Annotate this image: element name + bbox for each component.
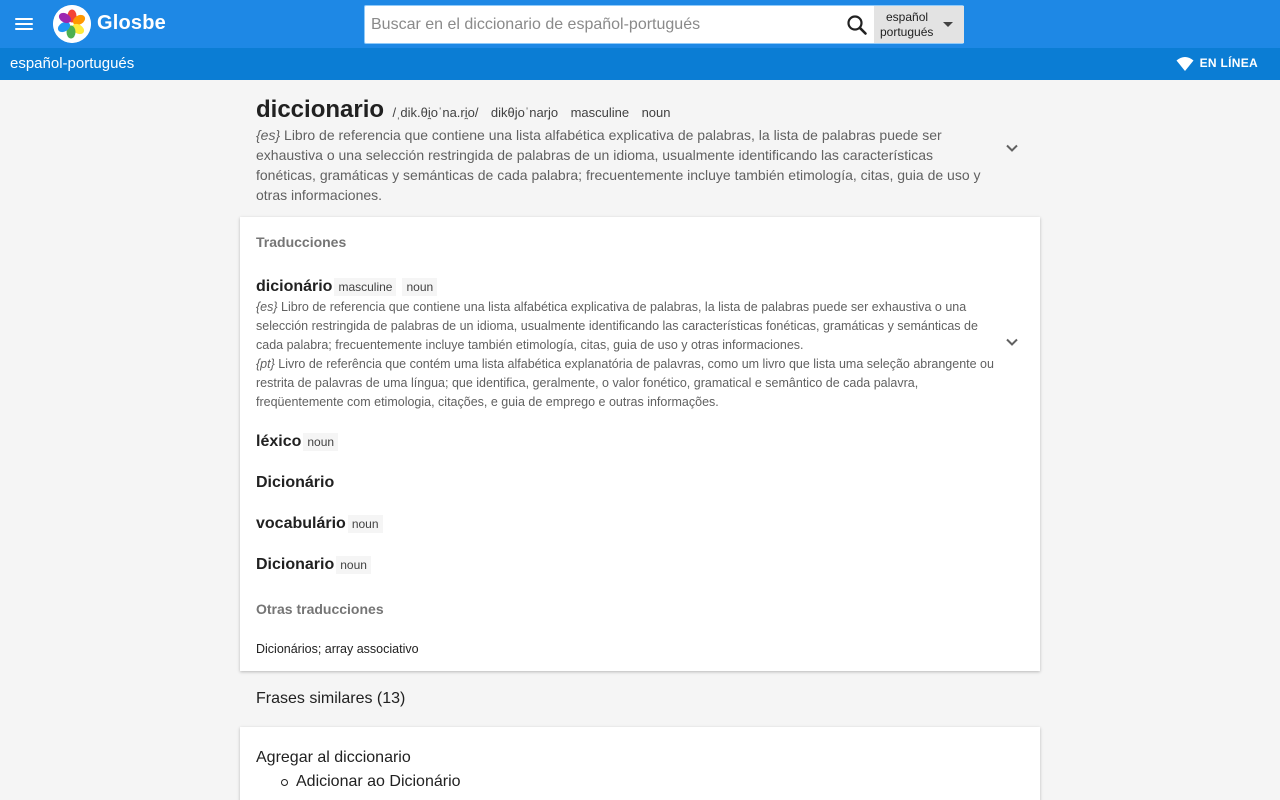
top-app-bar bbox=[0, 0, 1280, 48]
wifi-icon bbox=[1176, 56, 1194, 72]
sub-bar bbox=[0, 48, 1280, 80]
gender: masculine bbox=[570, 105, 630, 120]
search-icon[interactable] bbox=[843, 11, 871, 39]
translation-word: Dicionario bbox=[256, 556, 335, 573]
search-input[interactable] bbox=[371, 10, 841, 39]
translations-card bbox=[240, 217, 1040, 671]
pronunciation: dikθjoˈnarjo bbox=[490, 105, 559, 120]
definition-lang: {pt} bbox=[256, 357, 275, 371]
chevron-down-icon[interactable] bbox=[1005, 141, 1019, 155]
translations-title: Traducciones bbox=[256, 234, 347, 250]
translation-word: Dicionário bbox=[256, 474, 335, 491]
add-to-dictionary-item[interactable]: Adicionar ao Dicionário bbox=[296, 773, 461, 790]
entry-header bbox=[256, 96, 996, 124]
caret-down-icon bbox=[943, 22, 953, 27]
definition-lang: {es} bbox=[256, 300, 278, 314]
lang-to: portugués bbox=[880, 25, 934, 39]
gender-tag: masculine bbox=[334, 278, 396, 296]
other-translations-title: Otras traducciones bbox=[256, 601, 384, 617]
definition-text: Libro de referencia que contiene una lista alfabética explicativa de palabras, la lista de palabras puede ser exhaustiva o una selección restringida de palabras de un idioma, usualmente identificando las características fonéticas, gramáticas y semánticas de cada palabra; frecuentemente incluye también etimología, citas, guia de uso y otras informaciones. bbox=[256, 127, 981, 203]
definition-text: Livro de referência que contém uma lista alfabética explanatória de palavras, como um livro que lista uma seleção abrangente ou restrita de palavras de uma língua; que identifica, geralmente, o valor fonético, gramatical e semântico de cada palavra, freqüentemente com etimologia, citações, e guia de emprego e outras informações. bbox=[256, 357, 994, 409]
definition-lang: {es} bbox=[256, 127, 281, 143]
chevron-down-icon[interactable] bbox=[1005, 335, 1019, 349]
pos-tag: noun bbox=[348, 515, 383, 533]
translation-item[interactable] bbox=[256, 515, 383, 533]
translation-definition bbox=[256, 298, 996, 412]
brand-name[interactable]: Glosbe bbox=[97, 12, 166, 34]
pos-tag: noun bbox=[402, 278, 437, 296]
glosbe-logo-icon[interactable] bbox=[53, 5, 91, 43]
dictionary-pair-link[interactable]: español-portugués bbox=[10, 55, 135, 72]
entry-definition bbox=[256, 125, 986, 205]
online-status: EN LÍNEA bbox=[1199, 56, 1258, 70]
similar-phrases-link[interactable]: Frases similares (13) bbox=[256, 690, 406, 707]
translation-word: léxico bbox=[256, 433, 302, 450]
part-of-speech: noun bbox=[641, 105, 671, 120]
pos-tag: noun bbox=[336, 556, 371, 574]
search-box bbox=[364, 5, 964, 44]
page-title: diccionario bbox=[256, 96, 385, 123]
language-pair-select[interactable] bbox=[874, 6, 964, 43]
add-to-dictionary-card bbox=[240, 727, 1040, 800]
ipa: /ˌdik.θi̯oˈna.ri̯o/ bbox=[392, 105, 479, 120]
translation-item[interactable] bbox=[256, 474, 334, 492]
translation-item[interactable] bbox=[256, 556, 371, 574]
definition-text: Libro de referencia que contiene una lista alfabética explicativa de palabras, la lista de palabras puede ser exhaustiva o una selección restringida de palabras de un idioma, usualmente identificando las características fonéticas, gramáticas y semánticas de cada palabra; frecuentemente incluye también etimología, citas, guia de uso y otras informaciones. bbox=[256, 300, 978, 352]
pos-tag: noun bbox=[303, 433, 338, 451]
bullet-icon bbox=[281, 779, 288, 786]
translation-word: vocabulário bbox=[256, 515, 346, 532]
other-translations-text: Dicionários; array associativo bbox=[256, 642, 419, 656]
menu-icon[interactable] bbox=[12, 12, 36, 36]
translation-word: dicionário bbox=[256, 278, 333, 295]
lang-from: español bbox=[886, 10, 929, 24]
translation-item[interactable] bbox=[256, 433, 338, 451]
translation-item[interactable] bbox=[256, 278, 437, 296]
add-to-dictionary-title: Agregar al diccionario bbox=[256, 749, 411, 766]
